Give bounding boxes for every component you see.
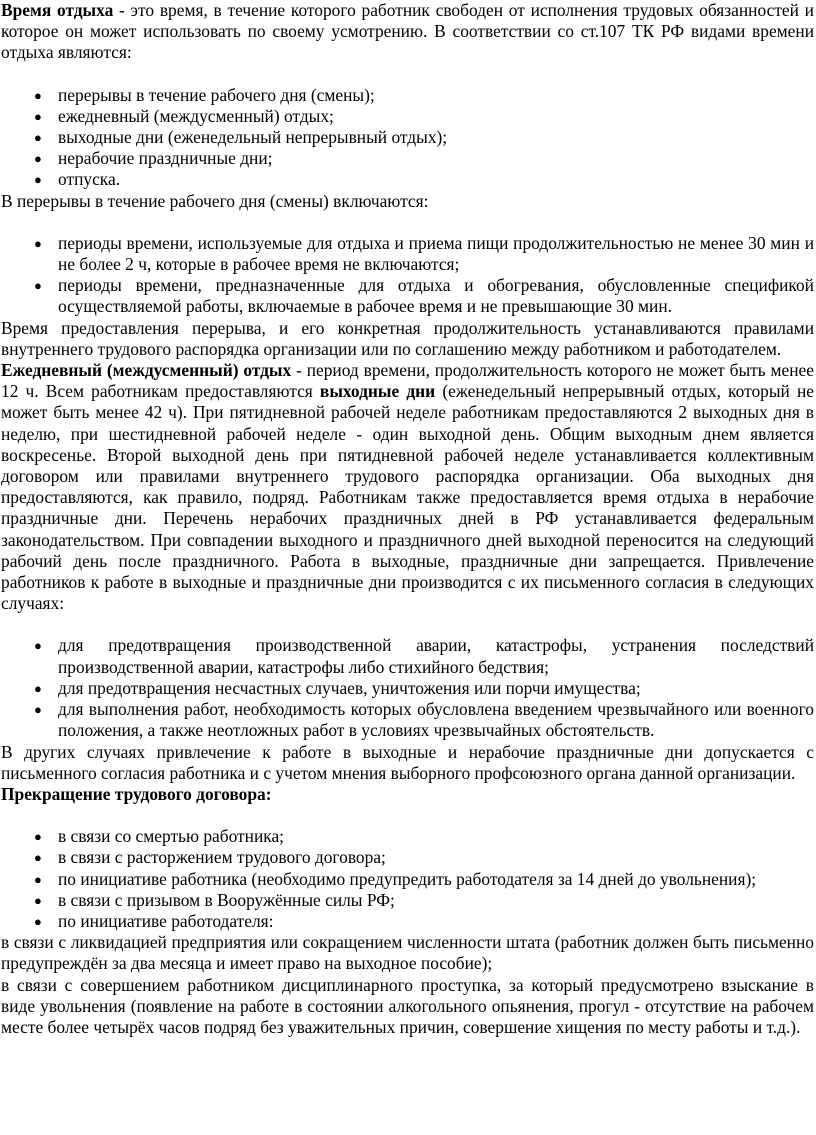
list-item: ● ежедневный (междусменный) отдых; xyxy=(34,105,334,126)
list-item: ● нерабочие праздничные дни; xyxy=(34,148,273,169)
breaks-list xyxy=(1,233,814,318)
list-item: ● периоды времени, используемые для отдыха и приема пищи продолжительностью не менее 30 мин и не более 2 ч, которые в рабочее время не включаются; xyxy=(34,232,814,275)
bullet-icon: ● xyxy=(34,871,42,887)
intro-term: Время отдыха xyxy=(1,0,114,20)
rest-types-list xyxy=(1,85,814,191)
list-item: ● в связи со смертью работника; xyxy=(34,826,285,847)
bullet-icon: ● xyxy=(34,278,42,294)
list-item: ● периоды времени, предназначенные для отдыха и обогревания, обусловленные спецификой осуществляемой работы, включаемые в рабочее время и не превышающие 30 мин. xyxy=(34,275,814,317)
weekend-cases-list xyxy=(1,635,814,741)
list-item: ● для выполнения работ, необходимость которых обусловлена введением чрезвычайного или военного положения, а также неотложных работ в условиях чрезвычайных обстоятельств. xyxy=(34,699,814,741)
other-cases-paragraph: В других случаях привлечение к работе в выходные и нерабочие праздничные дни допускается с письменного согласия работника и с учетом мнения выборного профсоюзного органа данной организации. xyxy=(1,741,814,783)
termination-heading: Прекращение трудового договора: xyxy=(1,783,272,804)
list-item: ● отпуска. xyxy=(34,169,121,190)
bullet-icon: ● xyxy=(34,702,42,718)
list-item: ● для предотвращения несчастных случаев, уничтожения или порчи имущества; xyxy=(34,677,641,698)
list-item: ● в связи с расторжением трудового договора; xyxy=(34,847,386,868)
bullet-icon: ● xyxy=(34,108,42,124)
intro-paragraph xyxy=(1,0,814,64)
daily-rest-paragraph: Ежедневный (междусменный) отдых - период времени, продолжительность которого не может быть менее 12 ч. Всем работникам предоставляются выходные дни (еженедельный непрерывный отдых, который не может быть менее 42 ч). При пятидневной рабочей неделе работникам предоставляются 2 выходных дня в неделю, при шестидневной рабочей неделе - один выходной день. Общим выходным днем является воскресенье. Второй выходной день при пятидневной рабочей неделе устанавливается коллективным договором или правилами внутреннего трудового распорядка организации. Оба выходных дня предоставляются, как правило, подряд. Работникам также предоставляется время отдыха в нерабочие праздничные дни. Перечень нерабочих праздничных дней в РФ устанавливается федеральным законодательством. При совпадении выходного и праздничного дней выходной переносится на следующий рабочий день после праздничного. Работа в выходные, праздничные дни запрещается. Привлечение работников к работе в выходные и праздничные дни производится с их письменного согласия в следующих случаях: xyxy=(1,360,814,614)
bullet-icon: ● xyxy=(34,151,42,167)
breaks-intro: В перерывы в течение рабочего дня (смены) включаются: xyxy=(1,190,429,211)
list-item: ● перерывы в течение рабочего дня (смены); xyxy=(34,84,375,105)
list-item: ● по инициативе работодателя: xyxy=(34,910,274,931)
employer-reason-discipline: в связи с совершением работником дисциплинарного проступка, за который предусмотрено взыскание в виде увольнения (появление на работе в состоянии алкогольного опьянения, прогул - отсутствие на рабочем месте более четырёх часов подряд без уважительных причин, совершение хищения по месту работы и т.д.). xyxy=(1,974,814,1037)
bullet-icon: ● xyxy=(34,913,42,929)
termination-list xyxy=(1,826,814,932)
break-rules-paragraph: Время предоставления перерыва, и его конкретная продолжительность устанавливаются правилами внутреннего трудового распорядка организации или по соглашению между работником и работодателем. xyxy=(1,317,814,359)
weekend-term: выходные дни xyxy=(319,381,436,402)
bullet-icon: ● xyxy=(34,130,42,146)
list-item: ● в связи с призывом в Вооружённые силы РФ; xyxy=(34,889,395,910)
list-item: ● для предотвращения производственной аварии, катастрофы, устранения последствий производственной аварии, катастрофы либо стихийного бедствия; xyxy=(34,635,814,677)
bullet-icon: ● xyxy=(34,172,42,188)
bullet-icon: ● xyxy=(34,235,42,251)
bullet-icon: ● xyxy=(34,829,42,845)
bullet-icon: ● xyxy=(34,850,42,866)
list-item: ● выходные дни (еженедельный непрерывный отдых); xyxy=(34,127,448,148)
bullet-icon: ● xyxy=(34,892,42,908)
intro-text: - это время, в течение которого работник свободен от исполнения трудовых обязанностей и которое он может использовать по своему усмотрению. В соответствии со ст.107 ТК РФ видами времени отдыха являются: xyxy=(1,0,814,63)
bullet-icon: ● xyxy=(34,680,42,696)
bullet-icon: ● xyxy=(34,638,42,654)
daily-rest-term: Ежедневный (междусменный) отдых xyxy=(1,360,292,381)
list-item: ● по инициативе работника (необходимо предупредить работодателя за 14 дней до увольнения); xyxy=(34,868,757,889)
bullet-icon: ● xyxy=(34,87,42,103)
employer-reason-liquidation: в связи с ликвидацией предприятия или сокращением численности штата (работник должен быть письменно предупреждён за два месяца и имеет право на выходное пособие); xyxy=(1,932,814,974)
